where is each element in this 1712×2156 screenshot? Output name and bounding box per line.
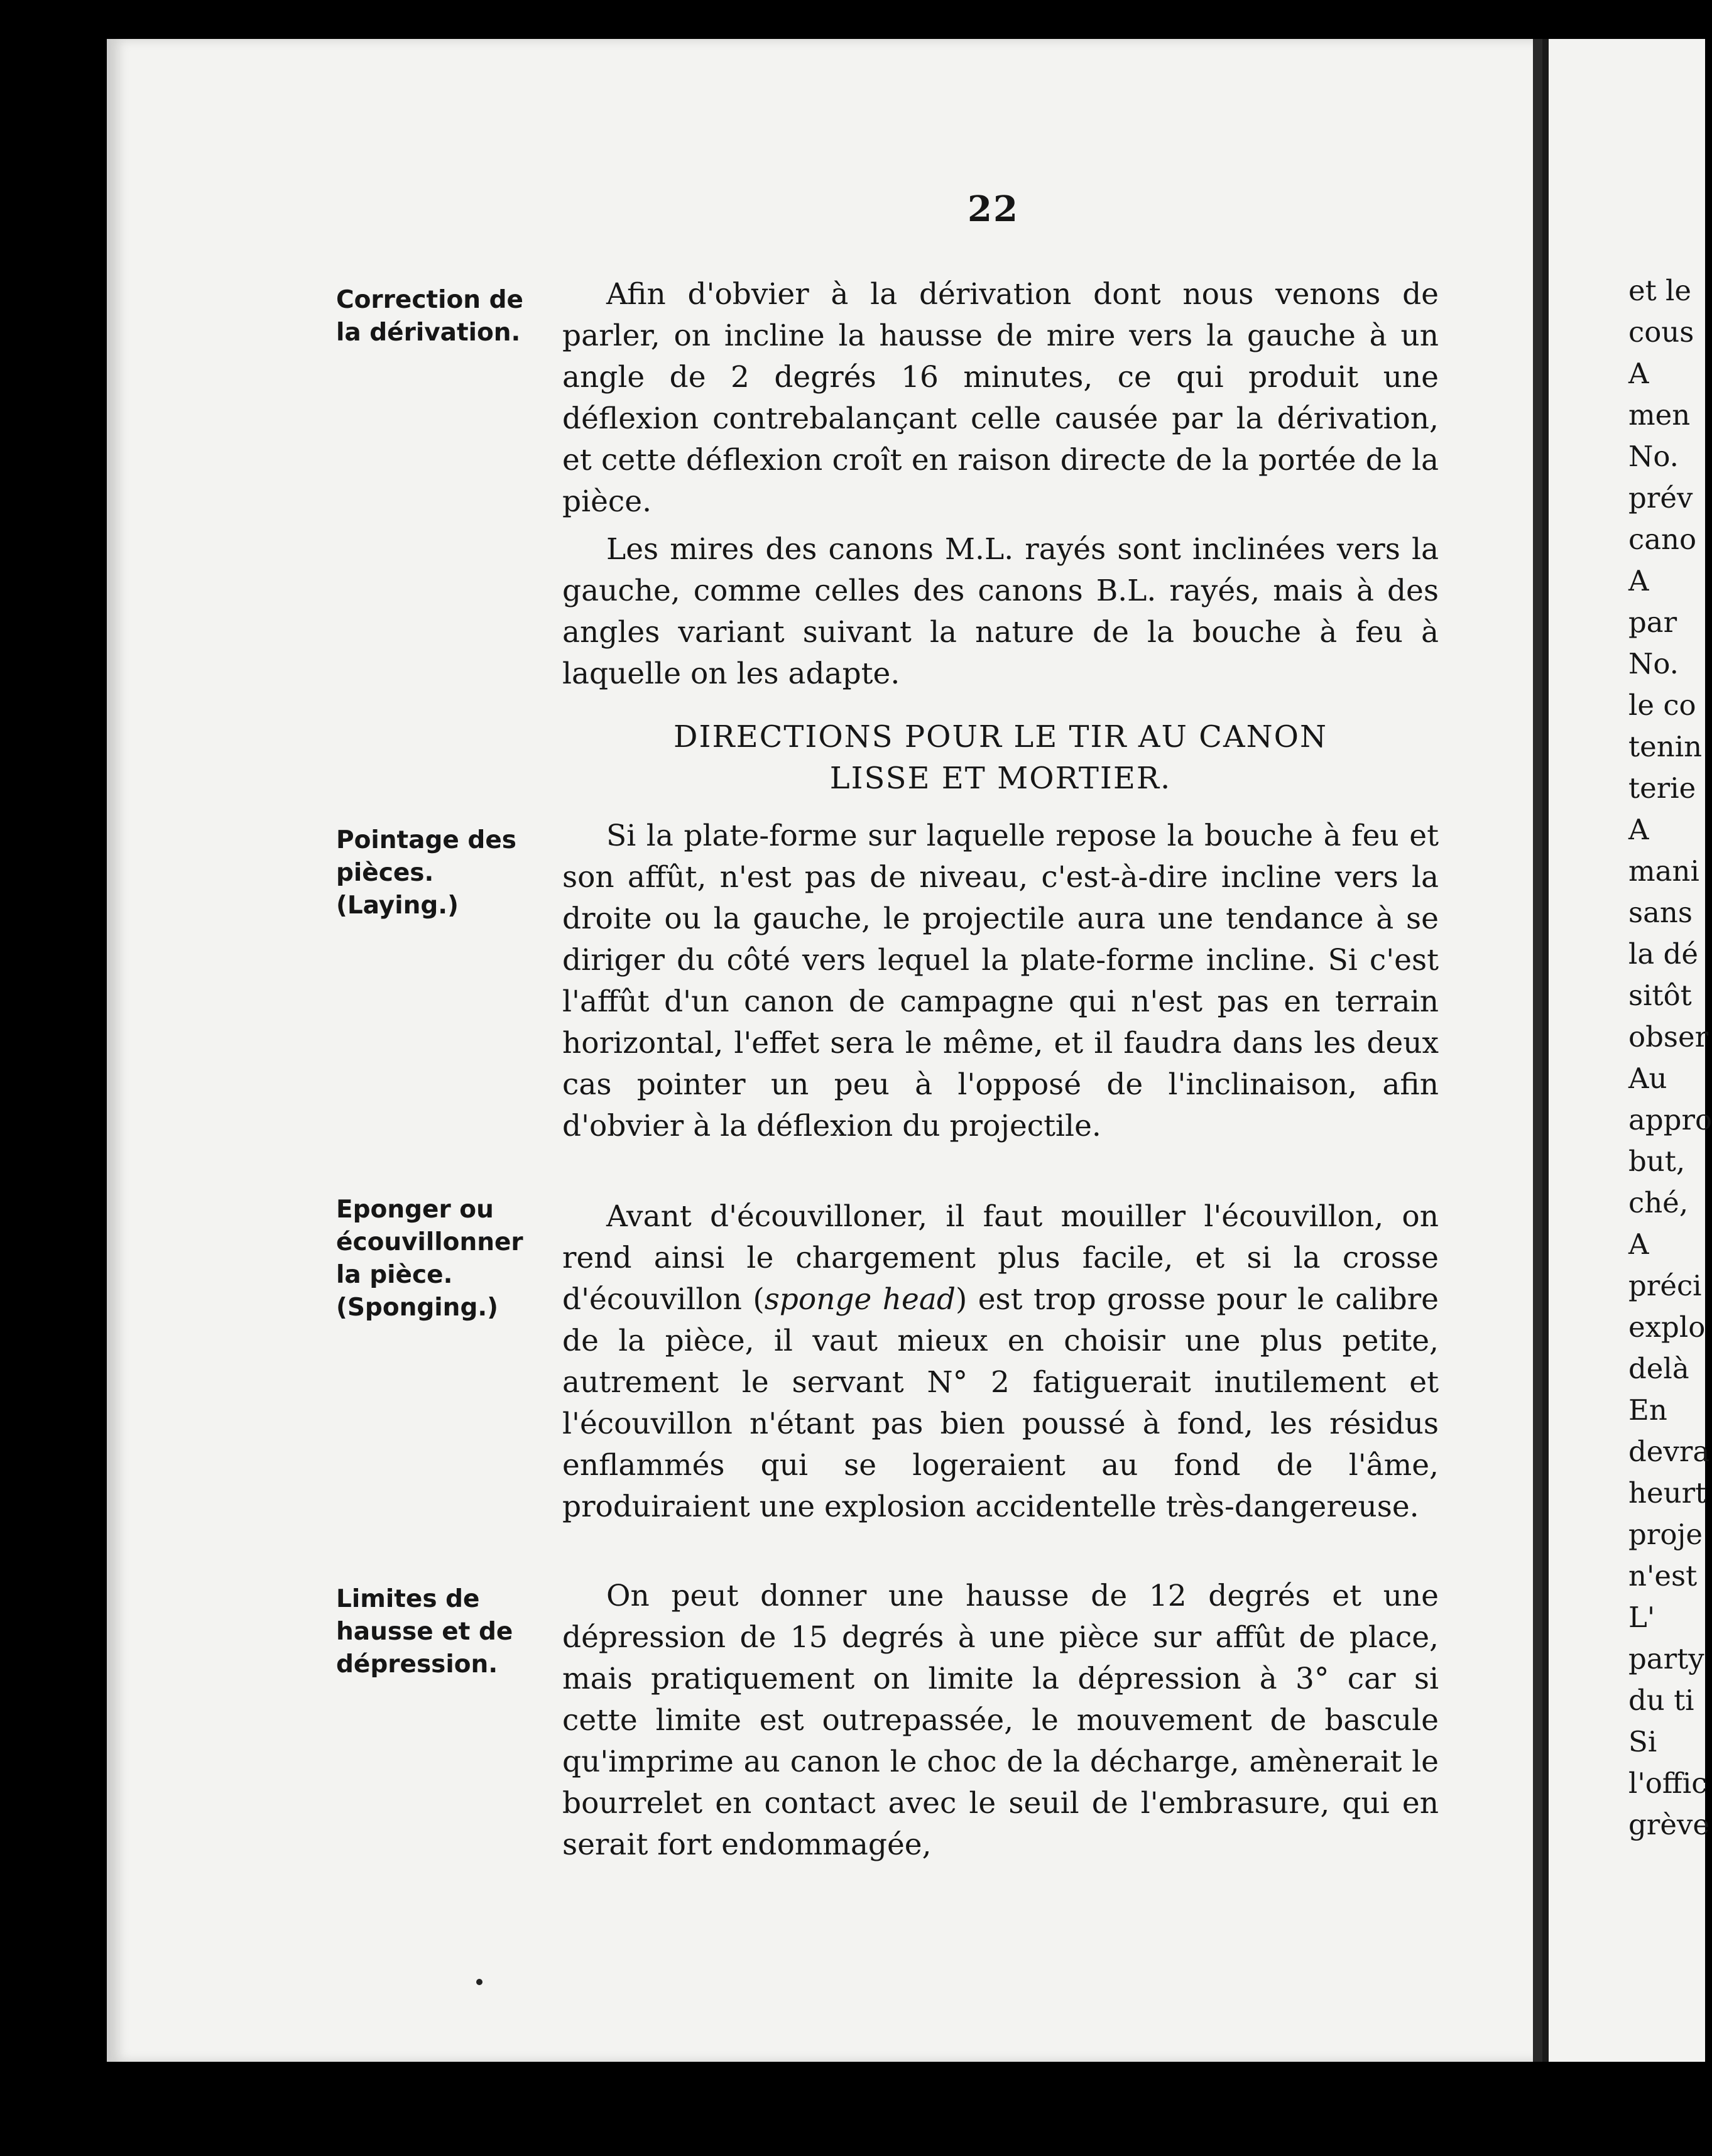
next-page-fragment: l'offic bbox=[1628, 1767, 1708, 1800]
margin-note-sponging: Eponger ou écouvillonner la pièce. (Sponging.) bbox=[336, 1195, 523, 1322]
sponge-head-term: sponge head bbox=[764, 1282, 956, 1317]
paragraph-rifled-sights: Les mires des canons M.L. rayés sont inclinées vers la gauche, comme celles des canons B.L. rayés, mais à des angles variant suivant la nature de la bouche à feu à laquelle on les adapte. bbox=[562, 532, 1439, 691]
next-page-fragment: No. bbox=[1628, 440, 1679, 473]
next-page-fragment: terie bbox=[1628, 771, 1696, 805]
next-page-fragment: L' bbox=[1628, 1601, 1655, 1634]
next-page-fragment: obser bbox=[1628, 1020, 1709, 1054]
next-page-fragment: heurt bbox=[1628, 1476, 1707, 1510]
next-page-fragment: prév bbox=[1628, 481, 1693, 514]
next-page-fragment: grève bbox=[1628, 1808, 1710, 1841]
next-page-fragment: party bbox=[1628, 1642, 1704, 1675]
next-page-fragment: et le bbox=[1628, 274, 1692, 307]
next-page-fragment: mani bbox=[1628, 854, 1699, 888]
next-page-fragment: A bbox=[1628, 564, 1649, 597]
page-number: 22 bbox=[968, 188, 1019, 230]
next-page-fragment: cano bbox=[1628, 523, 1697, 556]
next-page-fragment: la dé bbox=[1628, 937, 1698, 971]
next-page-fragment: préci bbox=[1628, 1269, 1702, 1302]
next-page-fragment: appro bbox=[1628, 1103, 1712, 1136]
next-page-fragment: proje bbox=[1628, 1518, 1703, 1551]
next-page-fragment: men bbox=[1628, 398, 1691, 432]
paragraph-derivation: Afin d'obvier à la dérivation dont nous venons de parler, on incline la hausse de mire vers la gauche à un angle de 2 degrés 16 minutes, ce qui produit une déflexion contrebalançant celle causée par la dérivation, et cette déflexion croît en raison directe de la portée de la pièce. bbox=[562, 277, 1439, 519]
paragraph-sponging bbox=[562, 1196, 1439, 1528]
next-page-fragment: sitôt bbox=[1628, 979, 1692, 1012]
margin-note-limits: Limites de hausse et de dépression. bbox=[336, 1585, 513, 1679]
next-page-fragment: delà bbox=[1628, 1352, 1689, 1385]
ink-speck bbox=[476, 1979, 483, 1985]
next-page-fragment: explo bbox=[1628, 1310, 1706, 1344]
paragraph-laying: Si la plate-forme sur laquelle repose la bouche à feu et son affût, n'est pas de niveau, c'est-à-dire incline vers la droite ou la gauche, le projectile aura une tendance à se diriger du côté vers lequel la plate-forme incline. Si c'est l'affût d'un canon de campagne qui n'est pas en terrain horizontal, l'effet sera le même, et il faudra dans les deux cas pointer un peu à l'opposé de l'inclinaison, afin d'obvier à la déflexion du projectile. bbox=[562, 819, 1439, 1143]
next-page-text-fragments bbox=[1628, 270, 1712, 1846]
next-page-fragment: cous bbox=[1628, 315, 1694, 349]
next-page-fragment: A bbox=[1628, 1228, 1649, 1261]
next-page-fragment: No. bbox=[1628, 647, 1679, 680]
next-page-fragment: devra bbox=[1628, 1435, 1710, 1468]
sponging-text-end: ) est trop grosse pour le calibre de la pièce, il vaut mieux en choisir une plus petite, autrement le servant N° 2 fatiguerait inutilement et l'écouvillon n'étant pas bien poussé à fond, les résidus enflammés qui se logeraient au fond de l'âme, produiraient une explosion accidentelle très-dangereuse. bbox=[562, 1282, 1439, 1524]
next-page-fragment: but, bbox=[1628, 1145, 1686, 1178]
next-page-fragment: A bbox=[1628, 813, 1649, 846]
margin-note-derivation: Correction de la dérivation. bbox=[336, 286, 523, 347]
next-page-fragment: A bbox=[1628, 357, 1649, 390]
next-page-fragment: En bbox=[1628, 1393, 1667, 1427]
next-page-fragment: le co bbox=[1628, 689, 1696, 722]
next-page-fragment: par bbox=[1628, 606, 1677, 639]
sponging-text-start: Avant d'écouvilloner, il faut mouiller l'écouvillon, on rend ainsi le chargement plus facile, et si la crosse d'écouvillon ( bbox=[562, 1199, 1439, 1317]
next-page-fragment: du ti bbox=[1628, 1684, 1694, 1717]
next-page-fragment: ché, bbox=[1628, 1186, 1689, 1219]
next-page-fragment: Au bbox=[1628, 1062, 1667, 1095]
next-page-fragment: Si bbox=[1628, 1725, 1657, 1758]
margin-note-laying: Pointage des pièces. (Laying.) bbox=[336, 826, 516, 920]
next-page-fragment: n'est bbox=[1628, 1559, 1698, 1592]
section-heading: DIRECTIONS POUR LE TIR AU CANON LISSE ET MORTIER. bbox=[673, 719, 1328, 796]
next-page-fragment: tenin bbox=[1628, 730, 1703, 763]
next-page-fragment: sans bbox=[1628, 896, 1693, 929]
book-gutter bbox=[1533, 39, 1542, 2062]
paragraph-elevation-limits: On peut donner une hausse de 12 degrés et une dépression de 15 degrés à une pièce sur affût de place, mais pratiquement on limite la dépression à 3° car si cette limite est outrepassée, le mouvement de bascule qu'imprime au canon le choc de la décharge, amènerait le bourrelet en contact avec le seuil de l'embrasure, qui en serait fort endommagée, bbox=[562, 1579, 1439, 1862]
